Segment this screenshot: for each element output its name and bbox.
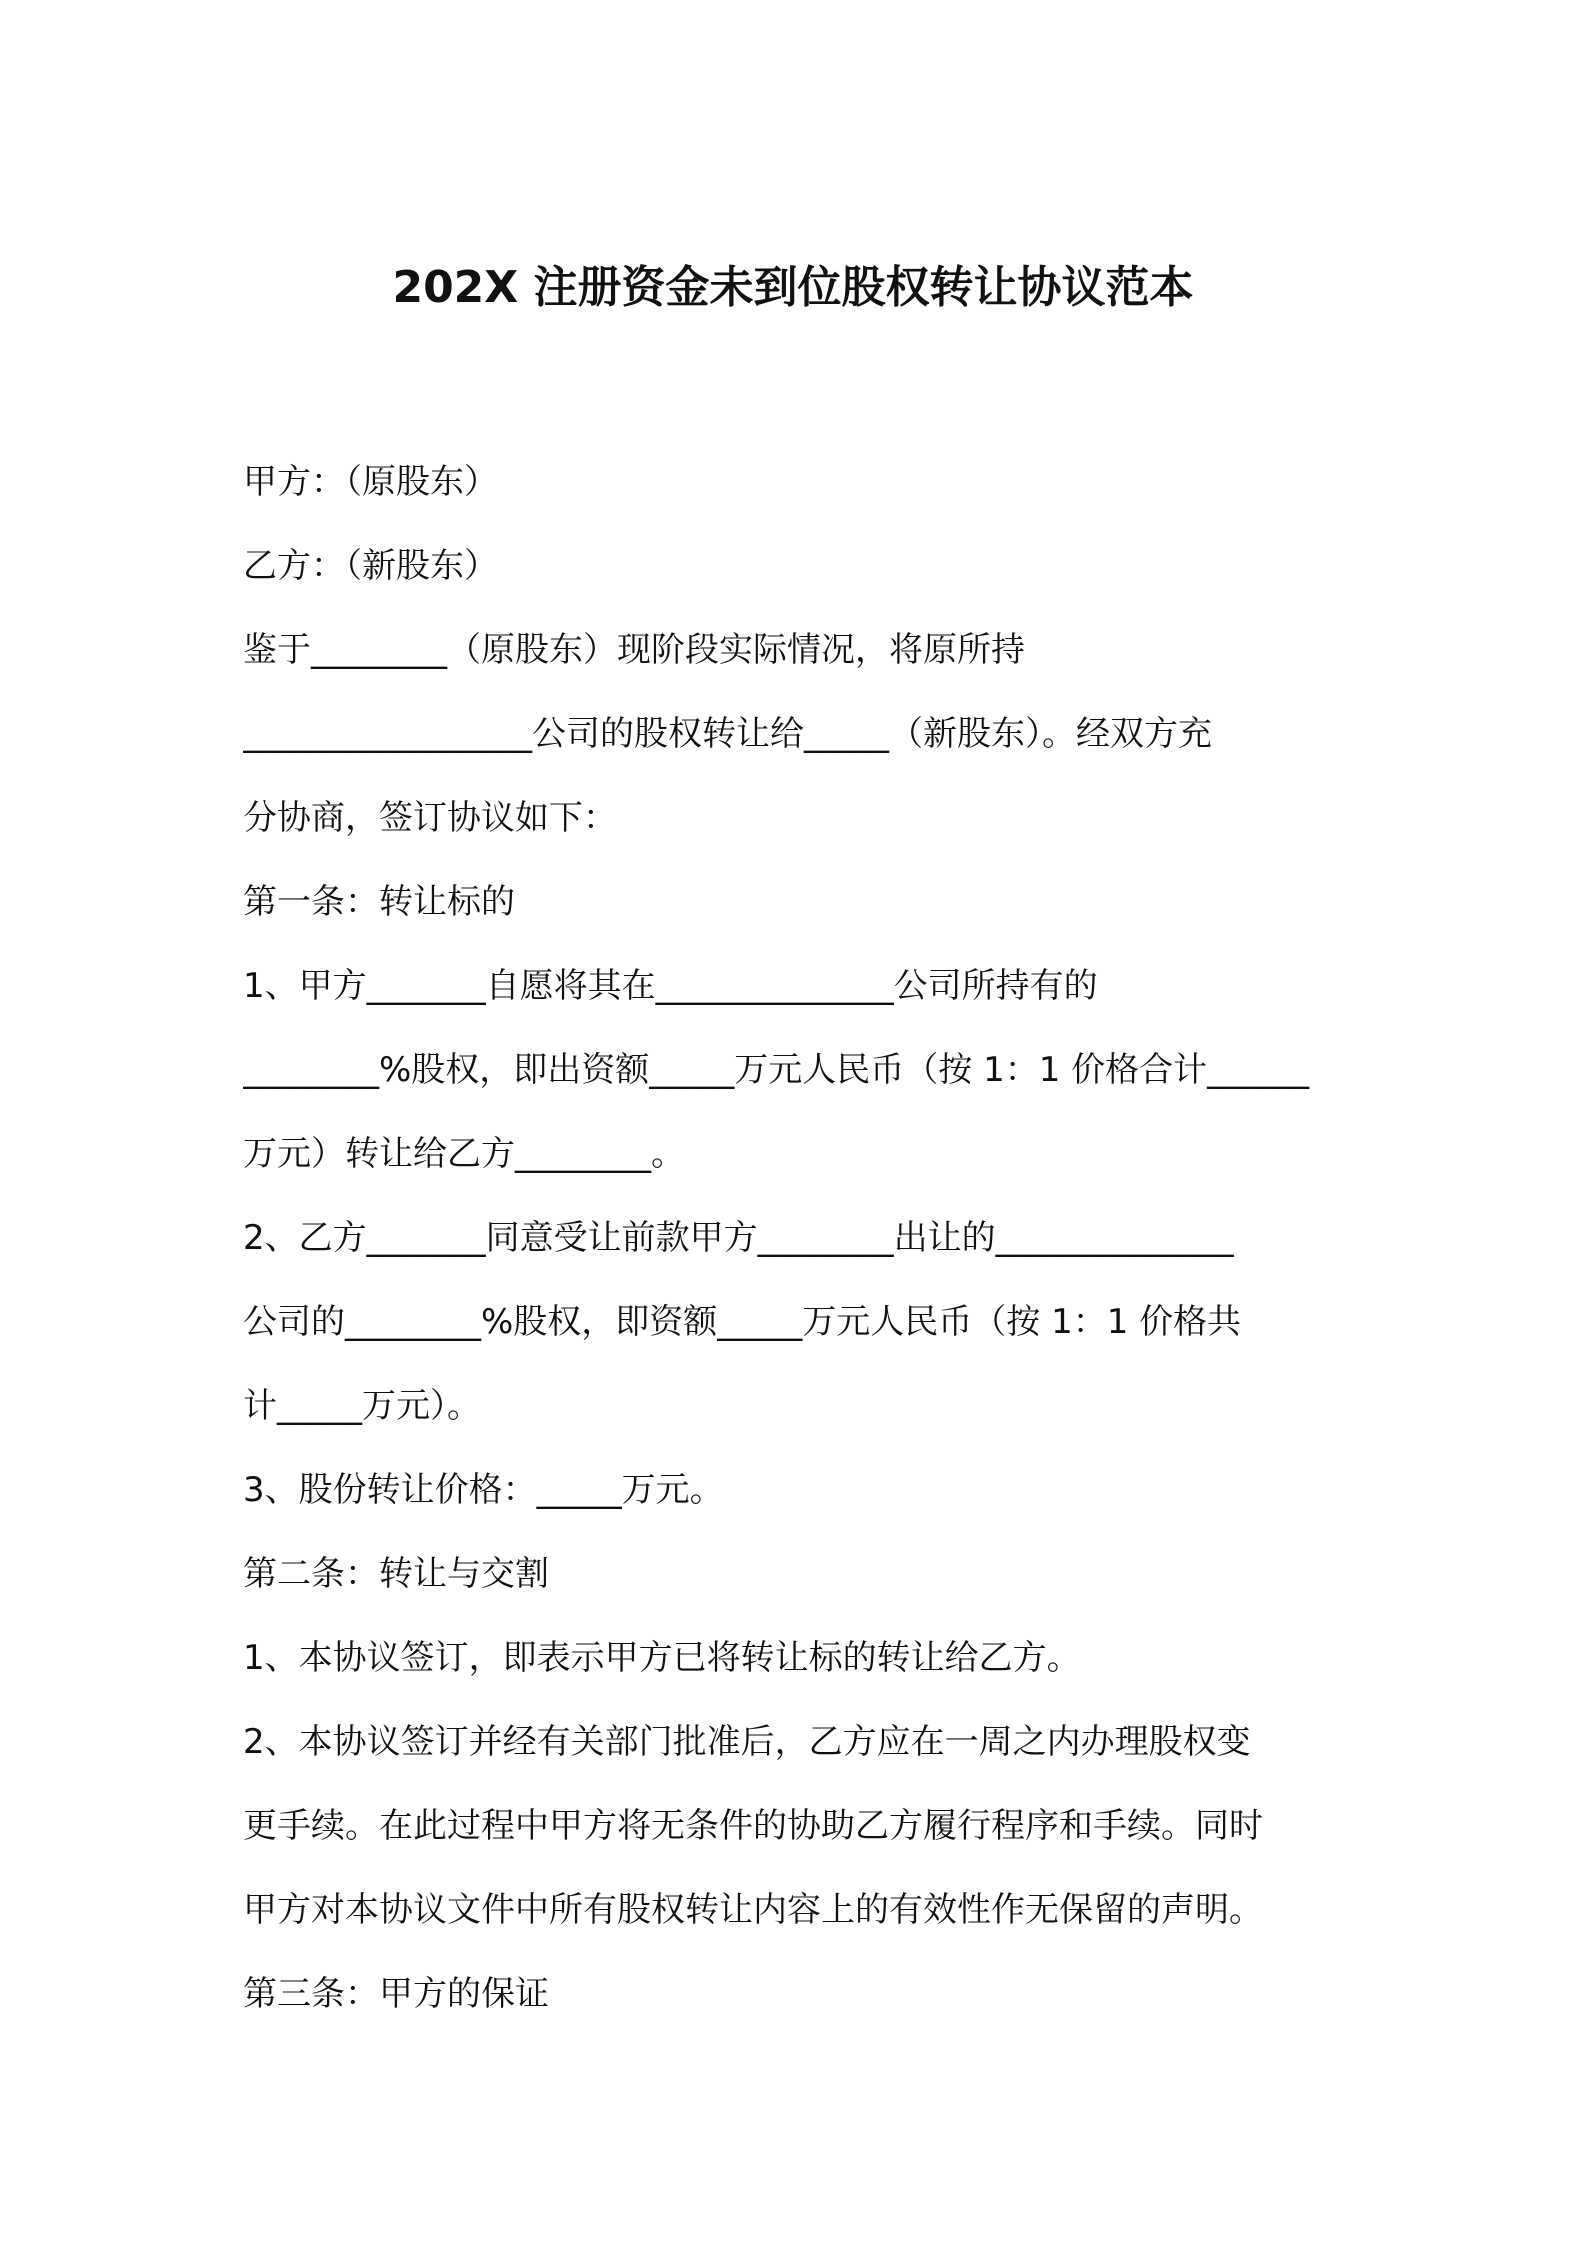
article-1-clause-1-line-1: 1、甲方_______自愿将其在______________公司所持有的 <box>243 966 1098 1006</box>
article-1-clause-1-line-2: ________%股权，即出资额_____万元人民币（按 1：1 价格合计______ <box>243 1050 1310 1090</box>
article-1-clause-3: 3、股份转让价格：_____万元。 <box>243 1470 724 1510</box>
article-1-clause-2-line-1: 2、乙方_______同意受让前款甲方________出让的______________ <box>243 1218 1234 1258</box>
document-title: 202X 注册资金未到位股权转让协议范本 <box>392 262 1194 313</box>
article-2-heading: 第二条：转让与交割 <box>243 1554 549 1594</box>
party-b-line: 乙方：（新股东） <box>243 546 498 586</box>
article-1-clause-1-line-3: 万元）转让给乙方________。 <box>243 1134 685 1174</box>
preamble-line-3: 分协商，签订协议如下： <box>243 798 617 838</box>
preamble-line-1: 鉴于________（原股东）现阶段实际情况，将原所持 <box>243 630 1025 670</box>
article-2-clause-1: 1、本协议签订，即表示甲方已将转让标的转让给乙方。 <box>243 1638 1081 1678</box>
article-1-clause-2-line-2: 公司的________%股权，即资额_____万元人民币（按 1：1 价格共 <box>243 1302 1242 1342</box>
article-2-clause-2-line-3: 甲方对本协议文件中所有股权转让内容上的有效性作无保留的声明。 <box>243 1890 1263 1930</box>
article-2-clause-2-line-1: 2、本协议签订并经有关部门批准后，乙方应在一周之内办理股权变 <box>243 1722 1251 1762</box>
document-body <box>243 440 1353 2036</box>
article-2-clause-2-line-2: 更手续。在此过程中甲方将无条件的协助乙方履行程序和手续。同时 <box>243 1806 1263 1846</box>
article-1-heading: 第一条：转让标的 <box>243 882 515 922</box>
article-1-clause-2-line-3: 计_____万元）。 <box>243 1386 481 1426</box>
article-3-heading: 第三条：甲方的保证 <box>243 1974 549 2014</box>
preamble-line-2: _________________公司的股权转让给_____（新股东）。经双方充 <box>243 714 1212 754</box>
party-a-line: 甲方：（原股东） <box>243 462 498 502</box>
